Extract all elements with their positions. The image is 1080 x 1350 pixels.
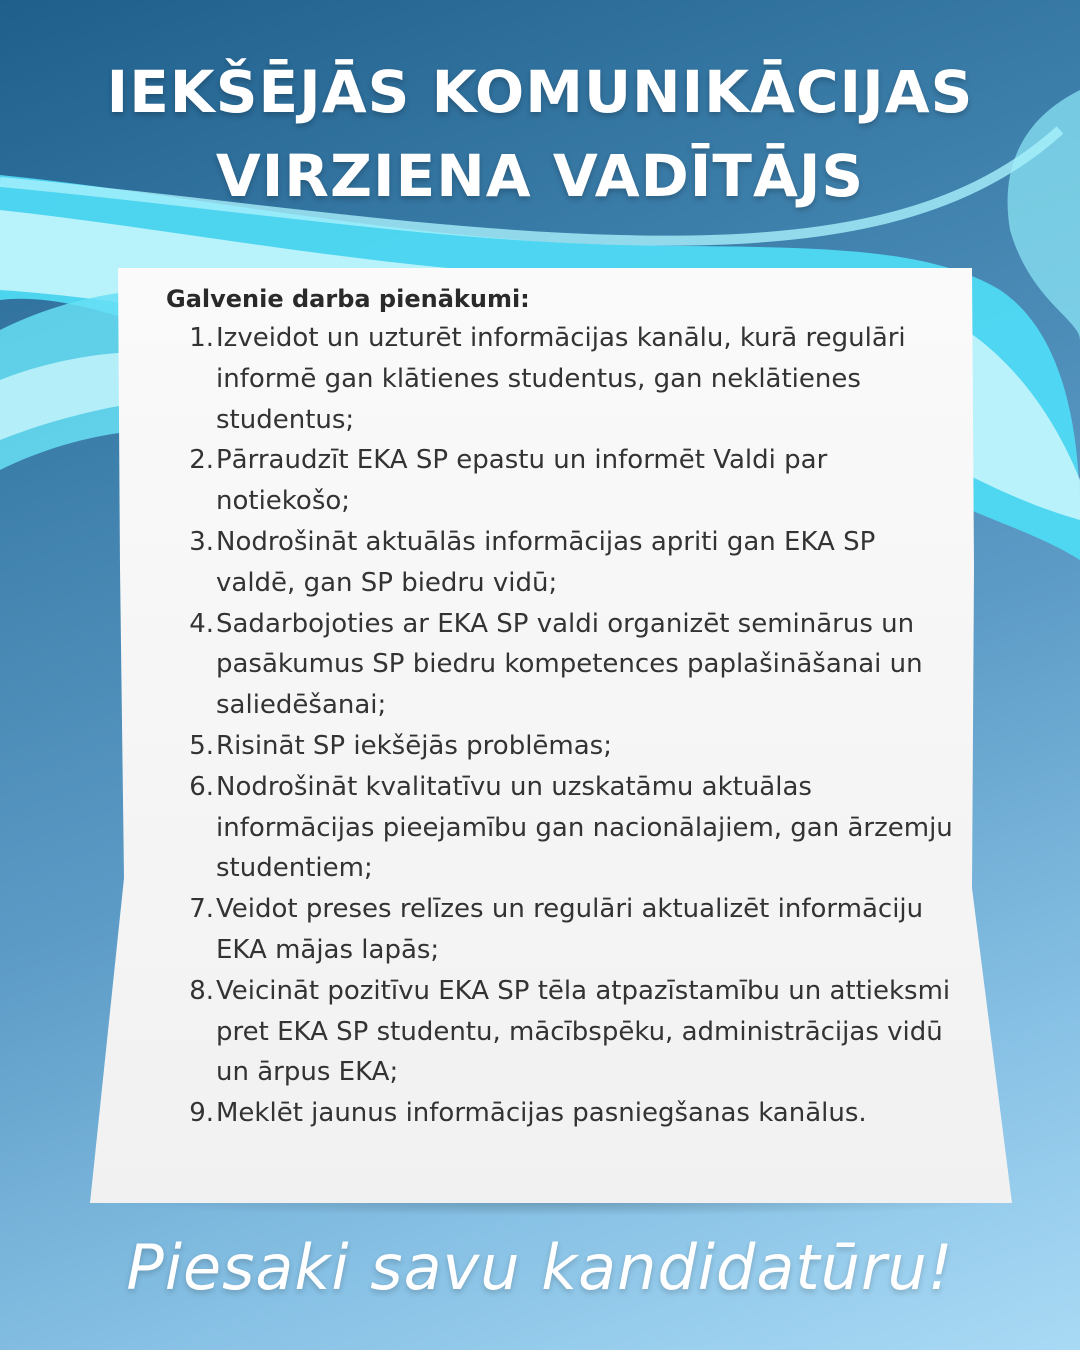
duty-number: 1. [189, 323, 214, 353]
duty-number: 7. [189, 894, 214, 925]
duty-item-5 [166, 726, 956, 767]
duty-item-3 [166, 522, 956, 604]
duty-text: Pārraudzīt EKA SP epastu un informēt Valdi par notiekošo; [216, 445, 828, 517]
duty-number: 4. [189, 608, 214, 639]
duty-text: Sadarbojoties ar EKA SP valdi organizēt seminārus un pasākumus SP biedru kompetences paplašināšanai un saliedēšanai; [216, 608, 923, 721]
duty-item-7 [166, 889, 956, 971]
call-to-action: Piesaki savu kandidatūru! [126, 1231, 954, 1304]
duty-number: 6. [189, 771, 214, 802]
duty-number: 5. [189, 730, 214, 761]
duty-text: Veicināt pozitīvu EKA SP tēla atpazīstamību un attieksmi pret EKA SP studentu, mācībspēku, administrācijas vidū un ārpus EKA; [216, 975, 951, 1088]
duty-item-9 [166, 1093, 956, 1134]
duty-text: Izveidot un uzturēt informācijas kanālu, kurā regulāri informē gan klātienes studentus, gan neklātienes studentus; [216, 323, 906, 435]
duty-text: Nodrošināt aktuālās informācijas apriti gan EKA SP valdē, gan SP biedru vidū; [216, 526, 876, 598]
duty-number: 2. [189, 445, 214, 476]
duty-item-6 [166, 767, 956, 889]
duty-number: 9. [189, 1098, 214, 1129]
duty-text: Nodrošināt kvalitatīvu un uzskatāmu aktuālas informācijas pieejamību gan nacionālajiem, gan ārzemju studentiem; [216, 771, 953, 884]
duty-text: Veidot preses relīzes un regulāri aktualizēt informāciju EKA mājas lapās; [216, 894, 924, 965]
duties-card [166, 282, 956, 1134]
duties-list [166, 318, 956, 1134]
duty-item-1 [166, 318, 956, 440]
duty-item-4 [166, 604, 956, 726]
duty-number: 8. [189, 975, 214, 1006]
duty-text: Meklēt jaunus informācijas pasniegšanas kanālus. [216, 1098, 867, 1129]
duty-item-8 [166, 971, 956, 1093]
duty-text: Risināt SP iekšējās problēmas; [216, 730, 612, 761]
title-line-1: IEKŠĒJĀS KOMUNIKĀCIJAS [106, 58, 974, 126]
duty-number: 3. [189, 526, 214, 557]
title-line-2: VIRZIENA VADĪTĀJS [215, 142, 865, 210]
duties-heading: Galvenie darba pienākumi: [166, 285, 530, 313]
poster-title [0, 50, 1080, 218]
duty-item-2 [166, 440, 956, 522]
